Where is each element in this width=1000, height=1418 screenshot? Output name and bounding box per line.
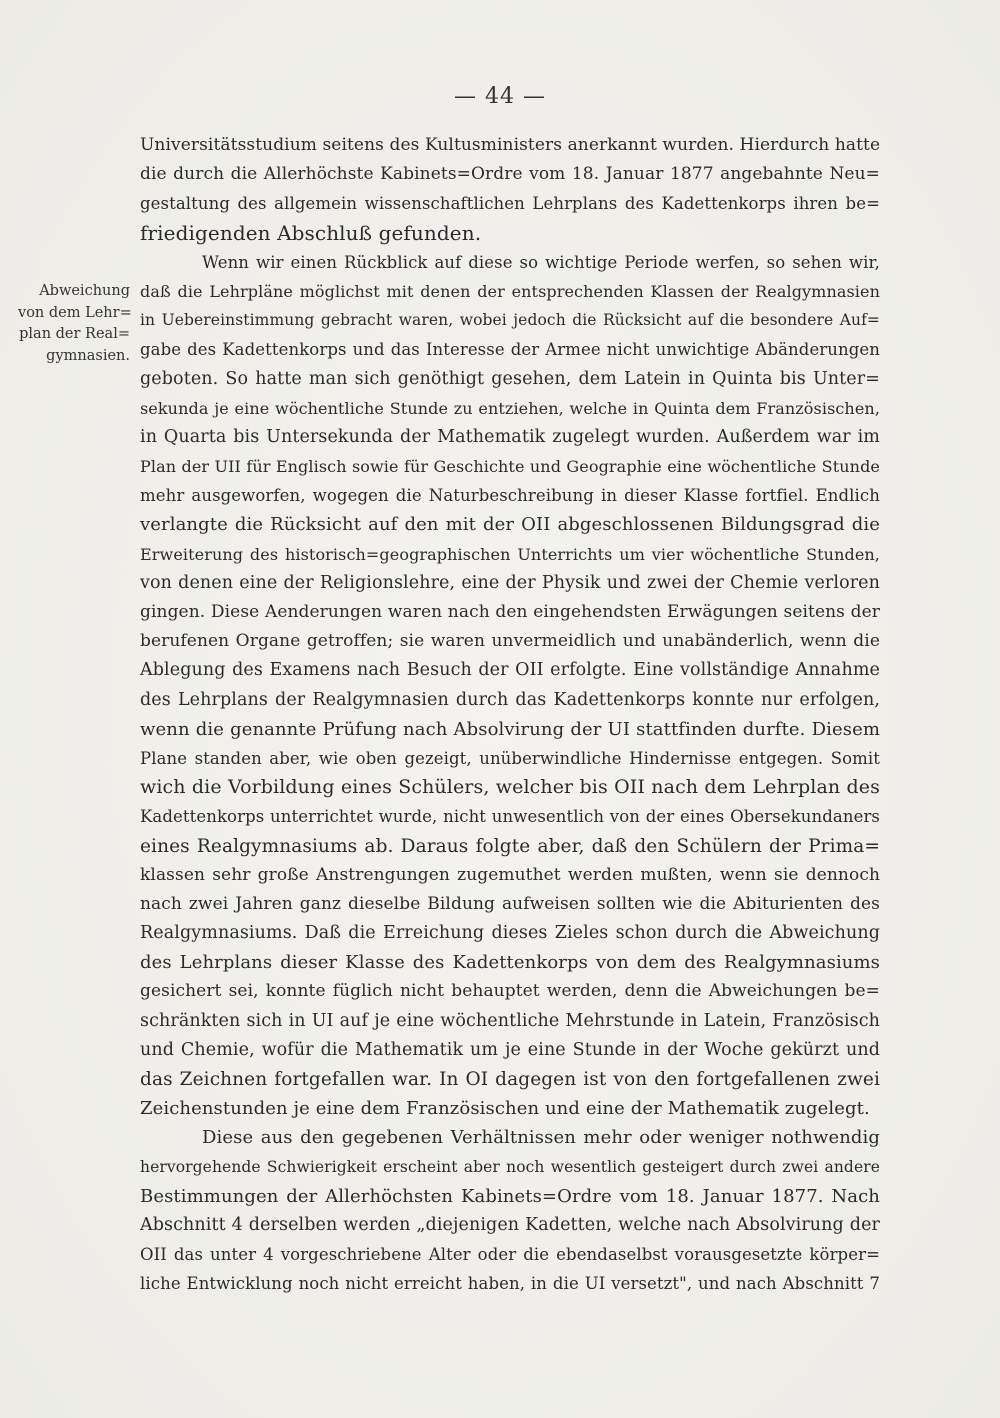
text-line: berufenen Organe getroffen; sie waren unvermeidlich und unabänderlich, wenn die <box>140 631 880 652</box>
text-line: klassen sehr große Anstrengungen zugemuthet werden mußten, wenn sie dennoch <box>140 864 880 885</box>
text-line: in Quarta bis Untersekunda der Mathematik zugelegt wurden. Außerdem war im <box>140 426 880 447</box>
text-line: des Lehrplans dieser Klasse des Kadettenkorps von dem des Realgymnasiums <box>140 952 880 974</box>
text-line: gingen. Diese Aenderungen waren nach den eingehendsten Erwägungen seitens der <box>140 602 880 622</box>
text-line: Plane standen aber, wie oben gezeigt, unüberwindliche Hindernisse entgegen. Somit <box>140 748 880 768</box>
text-line: das Zeichnen fortgefallen war. In OI dagegen ist von den fortgefallenen zwei <box>140 1069 880 1090</box>
text-line: sekunda je eine wöchentliche Stunde zu entziehen, welche in Quinta dem Französischen, <box>140 398 880 418</box>
text-line: mehr ausgeworfen, wogegen die Naturbeschreibung in dieser Klasse fortfiel. Endlich <box>140 486 880 506</box>
page-number: — 44 — <box>454 84 546 109</box>
text-line: von denen eine der Religionslehre, eine der Physik und zwei der Chemie verloren <box>140 572 880 593</box>
text-line: eines Realgymnasiums ab. Daraus folgte aber, daß den Schülern der Prima= <box>140 835 880 857</box>
text-line: Ablegung des Examens nach Besuch der OII erfolgte. Eine vollständige Annahme <box>140 660 880 681</box>
text-line: wenn die genannte Prüfung nach Absolvirung der UI stattfinden durfte. Diesem <box>140 718 880 740</box>
margin-note <box>18 281 130 367</box>
text-line: gestaltung des allgemein wissenschaftlichen Lehrplans des Kadettenkorps ihren be= <box>140 194 880 214</box>
margin-note-line: Abweichung <box>39 283 130 299</box>
margin-note-line: gymnasien. <box>46 347 130 364</box>
text-line: Wenn wir einen Rückblick auf diese so wichtige Periode werfen, so sehen wir, <box>202 252 880 272</box>
text-line: liche Entwicklung noch nicht erreicht haben, in die UI versetzt", und nach Abschnitt 7 <box>140 1274 880 1294</box>
text-line: gesichert sei, konnte füglich nicht behauptet werden, denn die Abweichungen be= <box>140 981 880 1002</box>
text-line: geboten. So hatte man sich genöthigt gesehen, dem Latein in Quinta bis Unter= <box>140 368 880 389</box>
text-line: friedigenden Abschluß gefunden. <box>140 220 482 245</box>
text-line: Realgymnasiums. Daß die Erreichung dieses Zieles schon durch die Abweichung <box>140 923 880 944</box>
text-line: gabe des Kadettenkorps und das Interesse der Armee nicht unwichtige Abänderungen <box>140 340 880 360</box>
text-line: daß die Lehrpläne möglichst mit denen der entsprechenden Klassen der Realgymnasien <box>140 281 880 301</box>
text-line: schränkten sich in UI auf je eine wöchentliche Mehrstunde in Latein, Französisch <box>140 1010 880 1031</box>
body-text <box>140 131 880 1299</box>
text-line: die durch die Allerhöchste Kabinets=Ordre vom 18. Januar 1877 angebahnte Neu= <box>140 164 880 185</box>
text-line: Bestimmungen der Allerhöchsten Kabinets=Ordre vom 18. Januar 1877. Nach <box>140 1185 880 1207</box>
text-line: wich die Vorbildung eines Schülers, welcher bis OII nach dem Lehrplan des <box>140 776 880 799</box>
text-line: des Lehrplans der Realgymnasien durch das Kadettenkorps konnte nur erfolgen, <box>140 689 880 710</box>
text-line: Universitätsstudium seitens des Kultusministers anerkannt wurden. Hierdurch hatte <box>140 135 881 155</box>
text-line: Plan der UII für Englisch sowie für Geschichte und Geographie eine wöchentliche Stunde <box>140 457 880 477</box>
text-line: und Chemie, wofür die Mathematik um je eine Stunde in der Woche gekürzt und <box>140 1039 880 1060</box>
text-line: Erweiterung des historisch=geographischen Unterrichts um vier wöchentliche Stunden, <box>140 544 880 564</box>
text-line: hervorgehende Schwierigkeit erscheint aber noch wesentlich gesteigert durch zwei andere <box>140 1157 880 1176</box>
text-line: OII das unter 4 vorgeschriebene Alter oder die ebendaselbst vorausgesetzte körper= <box>140 1245 880 1265</box>
text-line: nach zwei Jahren ganz dieselbe Bildung aufweisen sollten wie die Abiturienten des <box>140 893 880 914</box>
margin-note-line: plan der Real= <box>19 326 130 342</box>
margin-note-line: von dem Lehr= <box>18 304 132 321</box>
text-line: Kadettenkorps unterrichtet wurde, nicht unwesentlich von der eines Obersekundaners <box>140 807 880 827</box>
text-line: Abschnitt 4 derselben werden „diejenigen Kadetten, welche nach Absolvirung der <box>140 1214 880 1235</box>
text-line: Zeichenstunden je eine dem Französischen und eine der Mathematik zugelegt. <box>140 1098 870 1120</box>
text-line: verlangte die Rücksicht auf den mit der OII abgeschlossenen Bildungsgrad die <box>140 514 880 536</box>
text-line: Diese aus den gegebenen Verhältnissen mehr oder weniger nothwendig <box>202 1127 880 1149</box>
text-line: in Uebereinstimmung gebracht waren, wobei jedoch die Rücksicht auf die besondere Auf= <box>140 311 880 330</box>
